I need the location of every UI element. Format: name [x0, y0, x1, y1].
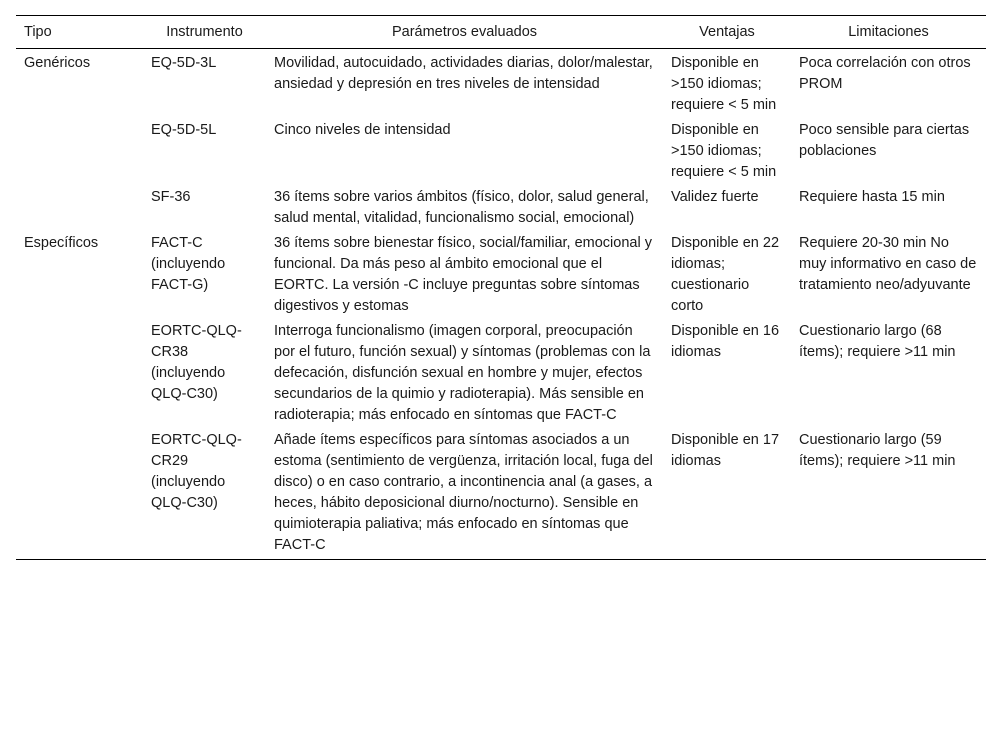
cell-ventajas: Disponible en 16 idiomas — [671, 323, 780, 360]
cell-limitaciones: Requiere 20-30 min No muy informativo en caso de tratamiento neo/adyuvante — [799, 235, 977, 293]
table-row — [16, 231, 986, 319]
cell-tipo — [16, 118, 143, 185]
table-row — [16, 428, 986, 560]
cell-instrumento: EQ-5D-5L — [151, 122, 217, 138]
cell-ventajas: Validez fuerte — [671, 189, 759, 205]
table-header — [16, 16, 986, 49]
cell-instrumento: EQ-5D-3L — [151, 55, 217, 71]
cell-instrumento: FACT-C (incluyendo FACT-G) — [151, 235, 226, 293]
table-body — [16, 49, 986, 560]
header-limitaciones: Limitaciones — [848, 24, 929, 40]
table-row — [16, 185, 986, 231]
table-row — [16, 319, 986, 428]
cell-parametros: 36 ítems sobre bienestar físico, social/familiar, emocional y funcional. Da más peso al ámbito emocional que el EORTC. La versión -C incluye preguntas sobre síntomas digestivos y estomas — [274, 235, 652, 314]
cell-parametros: Interroga funcionalismo (imagen corporal, preocupación por el futuro, función sexual) y síntomas (problemas con la defecación, disfunción sexual en hombre y mujer, efectos secundarios de la quimio y radioterapia). Más sensible en radioterapia; más enfocado en síntomas que FACT-C — [274, 323, 651, 423]
header-parametros: Parámetros evaluados — [391, 24, 538, 40]
cell-limitaciones: Requiere hasta 15 min — [799, 189, 945, 205]
cell-ventajas: Disponible en 22 idiomas; cuestionario corto — [671, 235, 780, 314]
cell-limitaciones: Poco sensible para ciertas poblaciones — [799, 122, 970, 159]
table-row — [16, 118, 986, 185]
cell-limitaciones: Cuestionario largo (68 ítems); requiere >11 min — [799, 323, 956, 360]
table-row — [16, 49, 986, 119]
cell-ventajas: Disponible en >150 idiomas; requiere < 5 min — [671, 55, 777, 113]
prom-comparison-table — [16, 15, 986, 560]
cell-instrumento: EORTC-QLQ-CR29 (incluyendo QLQ-C30) — [151, 432, 242, 511]
header-ventajas: Ventajas — [699, 24, 755, 40]
cell-limitaciones: Cuestionario largo (59 ítems); requiere >11 min — [799, 432, 956, 469]
cell-parametros: Movilidad, autocuidado, actividades diarias, dolor/malestar, ansiedad y depresión en tres niveles de intensidad — [274, 55, 653, 92]
cell-instrumento: EORTC-QLQ-CR38 (incluyendo QLQ-C30) — [151, 323, 242, 402]
cell-limitaciones: Poca correlación con otros PROM — [799, 55, 971, 92]
cell-parametros: Añade ítems específicos para síntomas asociados a un estoma (sentimiento de vergüenza, irritación local, fuga del disco) o en caso contrario, a incontinencia anal (a gases, a heces, hábito deposicional diurno/nocturno). Sensible en quimioterapia paliativa; más enfocado en síntomas que FACT-C — [274, 432, 653, 553]
cell-tipo — [16, 428, 143, 560]
cell-ventajas: Disponible en >150 idiomas; requiere < 5 min — [671, 122, 777, 180]
cell-parametros: 36 ítems sobre varios ámbitos (físico, dolor, salud general, salud mental, vitalidad, funcionalismo social, emocional) — [274, 189, 649, 226]
cell-ventajas: Disponible en 17 idiomas — [671, 432, 780, 469]
cell-tipo: Genéricos — [24, 55, 91, 71]
cell-tipo — [16, 185, 143, 231]
cell-instrumento: SF-36 — [151, 189, 191, 205]
header-tipo: Tipo — [24, 24, 52, 40]
cell-parametros: Cinco niveles de intensidad — [274, 122, 451, 138]
cell-tipo — [16, 319, 143, 428]
header-instrumento: Instrumento — [166, 24, 243, 40]
header-row — [16, 16, 986, 49]
cell-tipo: Específicos — [24, 235, 99, 251]
